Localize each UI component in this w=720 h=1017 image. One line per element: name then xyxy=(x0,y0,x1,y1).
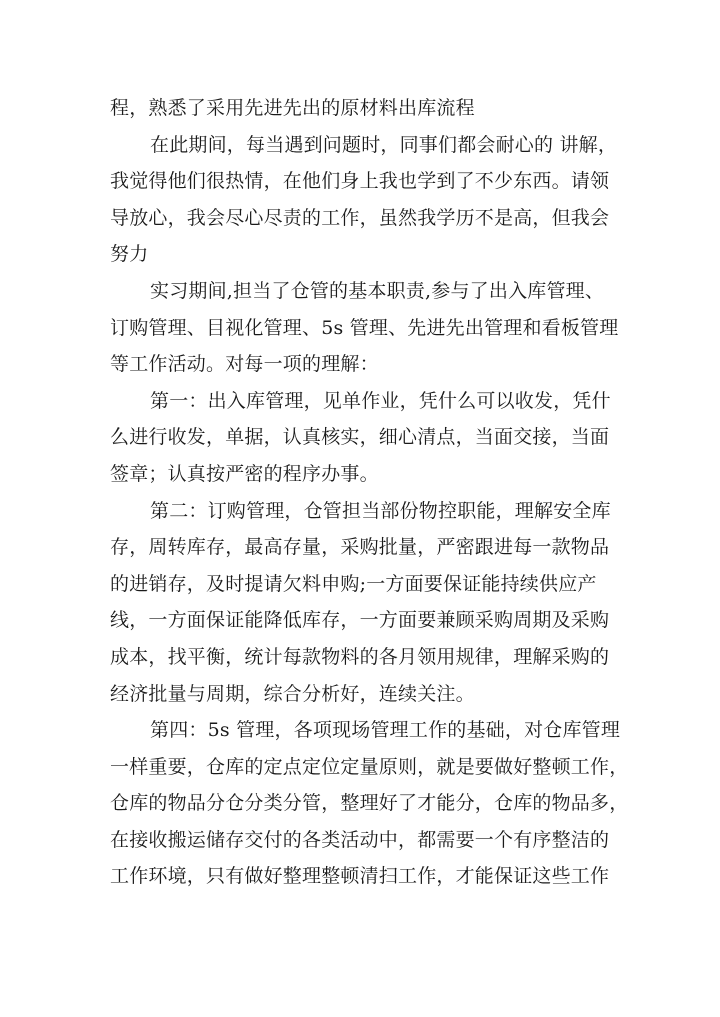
text-line: 仓库的物品分仓分类分管，整理好了才能分，仓库的物品多， xyxy=(110,792,629,815)
text-line: 导放心，我会尽心尽责的工作，虽然我学历不是高，但我会 xyxy=(110,206,610,229)
text-line: 在接收搬运储存交付的各类活动中，都需要一个有序整洁的 xyxy=(110,828,610,851)
text-line: 签章；认真按严密的程序办事。 xyxy=(110,462,379,485)
paragraph-start-line: 第二：订购管理，仓管担当部份物控职能，理解安全库 xyxy=(150,499,611,522)
paragraph-start-line: 在此期间，每当遇到问题时，同事们都会耐心的 讲解， xyxy=(150,133,618,156)
text-line: 成本，找平衡，统计每款物料的各月领用规律，理解采购的 xyxy=(110,645,610,668)
text-line: 么进行收发，单据，认真核实，细心清点，当面交接，当面 xyxy=(110,426,610,449)
paragraph-start-line: 实习期间,担当了仓管的基本职责,参与了出入库管理、 xyxy=(150,279,605,302)
text-line: 工作环境，只有做好整理整顿清扫工作，才能保证这些工作 xyxy=(110,865,610,888)
text-line: 一样重要，仓库的定点定位定量原则，就是要做好整顿工作， xyxy=(110,755,629,778)
document-page xyxy=(110,90,629,895)
text-line: 程，熟悉了采用先进先出的原材料出库流程 xyxy=(110,97,475,119)
text-line: 存，周转库存，最高存量，采购批量，严密跟进每一款物品 xyxy=(110,536,610,559)
text-line: 经济批量与周期，综合分析好，连续关注。 xyxy=(110,682,475,705)
paragraph-start-line: 第一：出入库管理，见单作业，凭什么可以收发，凭什 xyxy=(150,389,611,412)
text-line: 订购管理、目视化管理、5s 管理、先进先出管理和看板管理 xyxy=(110,316,619,339)
text-line: 我觉得他们很热情，在他们身上我也学到了不少东西。请领 xyxy=(110,170,610,193)
text-line: 努力 xyxy=(110,243,149,266)
text-line: 等工作活动。对每一项的理解： xyxy=(110,353,379,376)
paragraph-start-line: 第四：5s 管理，各项现场管理工作的基础，对仓库管理 xyxy=(150,719,621,742)
text-line: 线，一方面保证能降低库存，一方面要兼顾采购周期及采购 xyxy=(110,609,610,632)
text-line: 的进销存，及时提请欠料申购;一方面要保证能持续供应产 xyxy=(110,572,597,595)
